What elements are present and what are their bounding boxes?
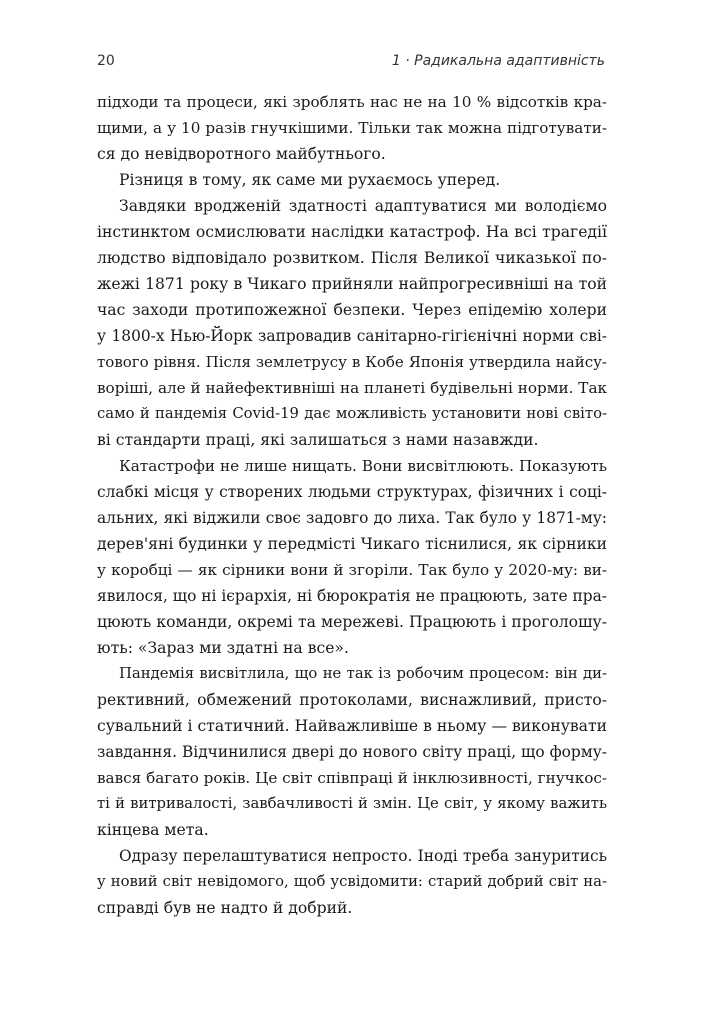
text-line: у новий світ невідомого, щоб усвідомити: старий добрий світ на- (97, 873, 607, 890)
text-line: справді був не надто й добрий. (97, 899, 353, 917)
text-line: ті й витривалості, завбачливості й змін. Це світ, у якому важить (97, 795, 607, 812)
text-line: кінцева мета. (97, 821, 209, 839)
text-line: інстинктом осмислювати наслідки катастроф. На всі трагедії (97, 223, 607, 241)
text-line: у коробці — як сірники вони й згоріли. Так було у 2020-му: ви- (97, 561, 607, 579)
page-number: 20 (97, 53, 115, 69)
text-line: Різниця в тому, як саме ми рухаємось уперед. (119, 171, 501, 189)
text-line: рективний, обмежений протоколами, виснажливий, присто- (97, 691, 607, 709)
text-line: явилося, що ні ієрархія, ні бюрократія не працюють, зате пра- (97, 587, 607, 605)
text-line: цюють команди, окремі та мережеві. Працюють і проголошу- (97, 613, 607, 631)
text-line: вався багато років. Це світ співпраці й інклюзивності, гнучкос- (97, 769, 607, 787)
text-line: час заходи протипожежної безпеки. Через епідемію холери (97, 301, 607, 319)
text-line: Завдяки вродженій здатності адаптуватися ми володіємо (119, 197, 607, 215)
text-line: само й пандемія Covid-19 дає можливість установити нові світо- (97, 405, 607, 422)
text-line: ся до невідворотного майбутнього. (97, 145, 386, 163)
text-line: альних, які віджили своє задовго до лиха. Так було у 1871-му: (97, 509, 607, 527)
text-line: ві стандарти праці, які залишаться з нами назавжди. (97, 431, 539, 449)
text-line: ють: «Зараз ми здатні на все». (97, 639, 349, 657)
text-line: Одразу перелаштуватися непросто. Іноді треба зануритись (119, 847, 607, 865)
text-line: Пандемія висвітлила, що не так із робочим процесом: він ди- (119, 665, 607, 682)
text-line: щими, а у 10 разів гнучкішими. Тільки так можна підготувати- (97, 119, 607, 137)
page-header (97, 53, 605, 73)
text-line: тового рівня. Після землетрусу в Кобе Японія утвердила найсу- (97, 353, 607, 371)
text-line: Катастрофи не лише нищать. Вони висвітлюють. Показують (119, 457, 607, 475)
body-text (97, 89, 607, 921)
text-line: у 1800-х Нью-Йорк запровадив санітарно-гігієнічні норми сві- (97, 327, 607, 345)
text-line: завдання. Відчинилися двері до нового світу праці, що форму- (97, 743, 607, 761)
text-line: підходи та процеси, які зроблять нас не на 10 % відсотків кра- (97, 93, 607, 111)
running-head: 1 · Радикальна адаптивність (391, 53, 605, 69)
text-line: слабкі місця у створених людьми структурах, фізичних і соці- (97, 483, 607, 501)
text-line: людство відповідало розвитком. Після Великої чиказької по- (97, 249, 607, 267)
text-line: воріші, але й найефективніші на планеті будівельні норми. Так (97, 379, 607, 397)
text-line: жежі 1871 року в Чикаго прийняли найпрогресивніші на той (97, 275, 607, 293)
text-line: сувальний і статичний. Найважливіше в ньому — виконувати (97, 717, 607, 735)
text-line: дерев'яні будинки у передмісті Чикаго тіснилися, як сірники (97, 535, 607, 553)
